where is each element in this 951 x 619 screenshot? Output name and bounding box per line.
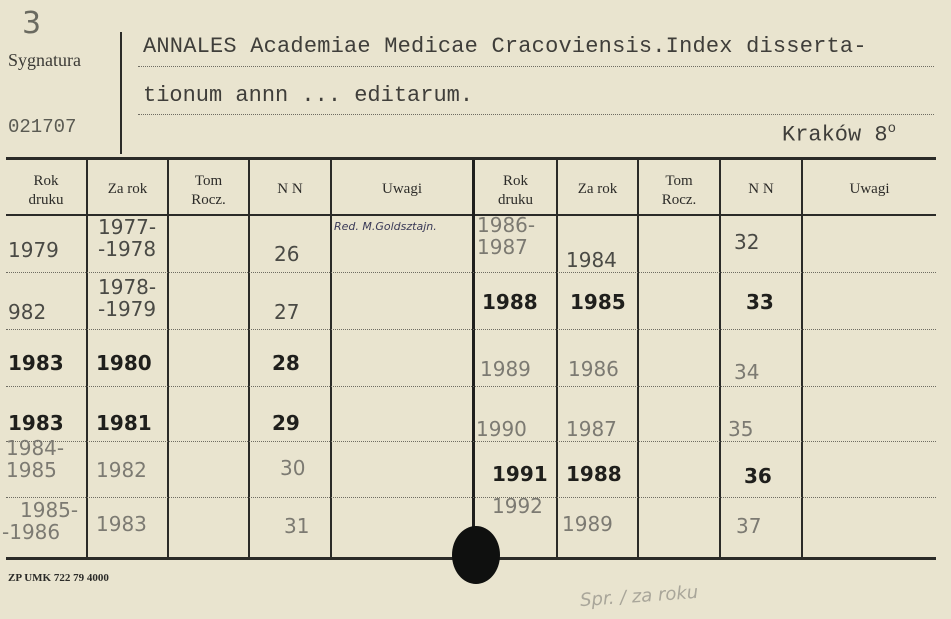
editor-note: Red. M.Goldsztajn. bbox=[334, 220, 437, 233]
left-za-line: -1979 bbox=[98, 297, 157, 321]
left-rok-cell bbox=[6, 437, 64, 481]
right-rok-cell bbox=[477, 214, 535, 258]
header-tom-line: Tom bbox=[665, 173, 693, 189]
header-tom-line: Tom bbox=[194, 173, 223, 189]
header-za-rok-left: Za rok bbox=[107, 181, 148, 197]
left-za-cell bbox=[98, 216, 156, 260]
header-nn-right: N N bbox=[748, 181, 774, 197]
left-rok-line: -1986 bbox=[2, 520, 61, 544]
left-za-cell: 1982 bbox=[96, 458, 147, 482]
title-line-2: tionum annn ... editarum. bbox=[143, 83, 474, 108]
punch-hole bbox=[452, 526, 500, 584]
row-rule-2 bbox=[6, 329, 936, 330]
row-rule-3 bbox=[6, 386, 936, 387]
left-za-cell: 1981 bbox=[96, 411, 152, 435]
right-rok-line: 1987 bbox=[477, 235, 528, 259]
left-za-cell: 1980 bbox=[96, 351, 152, 375]
right-rok-cell: 1990 bbox=[476, 417, 527, 441]
header-rok-druku-left bbox=[6, 172, 86, 210]
header-rok-druku-right bbox=[475, 172, 556, 210]
header-uwagi-left: Uwagi bbox=[382, 181, 422, 197]
left-za-line: -1978 bbox=[98, 237, 157, 261]
left-za-line: 1978- bbox=[98, 275, 157, 299]
right-za-cell: 1986 bbox=[568, 357, 619, 381]
header-tom-left bbox=[169, 172, 248, 210]
right-za-cell: 1987 bbox=[566, 417, 617, 441]
right-rok-cell: 1988 bbox=[482, 290, 538, 314]
signature-code: 021707 bbox=[8, 116, 77, 138]
table-top-rule bbox=[6, 157, 936, 160]
right-rok-cell: 1991 bbox=[492, 462, 548, 486]
signature-divider bbox=[120, 32, 122, 154]
left-nn-cell: 31 bbox=[284, 514, 310, 538]
title-rule-1 bbox=[138, 66, 934, 67]
right-nn-cell: 33 bbox=[746, 290, 774, 314]
left-nn-cell: 29 bbox=[272, 411, 300, 435]
right-za-cell: 1984 bbox=[566, 248, 617, 272]
corner-number: 3 bbox=[22, 6, 42, 41]
right-nn-cell: 36 bbox=[744, 464, 772, 488]
left-nn-cell: 27 bbox=[274, 300, 300, 324]
left-rok-cell: 1983 bbox=[8, 411, 64, 435]
left-nn-cell: 26 bbox=[274, 242, 300, 266]
left-rok-cell: 1979 bbox=[8, 238, 59, 262]
header-tom-right bbox=[639, 172, 719, 210]
handwritten-note: Spr. / za roku bbox=[579, 581, 699, 612]
row-rule-4 bbox=[6, 441, 936, 442]
left-rok-line: 1985- bbox=[20, 498, 79, 522]
left-rok-line: 1984- bbox=[6, 436, 65, 460]
signature-label: Sygnatura bbox=[8, 50, 81, 70]
printer-mark: ZP UMK 722 79 4000 bbox=[8, 572, 109, 584]
header-rok-line: Rok bbox=[33, 173, 59, 189]
place-text: Kraków 8 bbox=[782, 122, 888, 148]
left-za-cell: 1983 bbox=[96, 512, 147, 536]
right-za-cell: 1988 bbox=[566, 462, 622, 486]
header-rocz-line: Rocz. bbox=[661, 192, 697, 208]
header-rok-line: Rok bbox=[502, 173, 528, 189]
left-rok-line: 1985 bbox=[6, 458, 57, 482]
left-za-cell bbox=[98, 276, 156, 320]
right-za-cell: 1985 bbox=[570, 290, 626, 314]
place-superscript: o bbox=[887, 121, 897, 137]
right-za-cell: 1989 bbox=[562, 512, 613, 536]
title-rule-2 bbox=[138, 114, 934, 115]
right-nn-cell: 35 bbox=[728, 417, 754, 441]
title-line-1: ANNALES Academiae Medicae Cracoviensis.Index disserta- bbox=[143, 34, 867, 59]
left-za-line: 1977- bbox=[98, 215, 157, 239]
header-nn-left: N N bbox=[277, 181, 303, 197]
left-rok-cell bbox=[2, 499, 78, 543]
left-nn-cell: 28 bbox=[272, 351, 300, 375]
right-rok-line: 1986- bbox=[477, 213, 536, 237]
right-rok-cell: 1992 bbox=[492, 494, 543, 518]
right-nn-cell: 37 bbox=[736, 514, 762, 538]
left-rok-cell: 982 bbox=[8, 300, 47, 324]
right-nn-cell: 32 bbox=[734, 230, 760, 254]
right-nn-cell: 34 bbox=[734, 360, 760, 384]
row-rule-1 bbox=[6, 272, 936, 273]
header-rocz-line: Rocz. bbox=[191, 192, 226, 208]
row-rule-5 bbox=[6, 497, 936, 498]
left-nn-cell: 30 bbox=[280, 456, 306, 480]
place-edition bbox=[782, 121, 896, 147]
header-druku-line: druku bbox=[28, 192, 64, 208]
left-rok-cell: 1983 bbox=[8, 351, 64, 375]
header-druku-line: druku bbox=[498, 192, 533, 208]
right-rok-cell: 1989 bbox=[480, 357, 531, 381]
header-za-rok-right: Za rok bbox=[577, 181, 618, 197]
header-uwagi-right: Uwagi bbox=[849, 181, 890, 197]
